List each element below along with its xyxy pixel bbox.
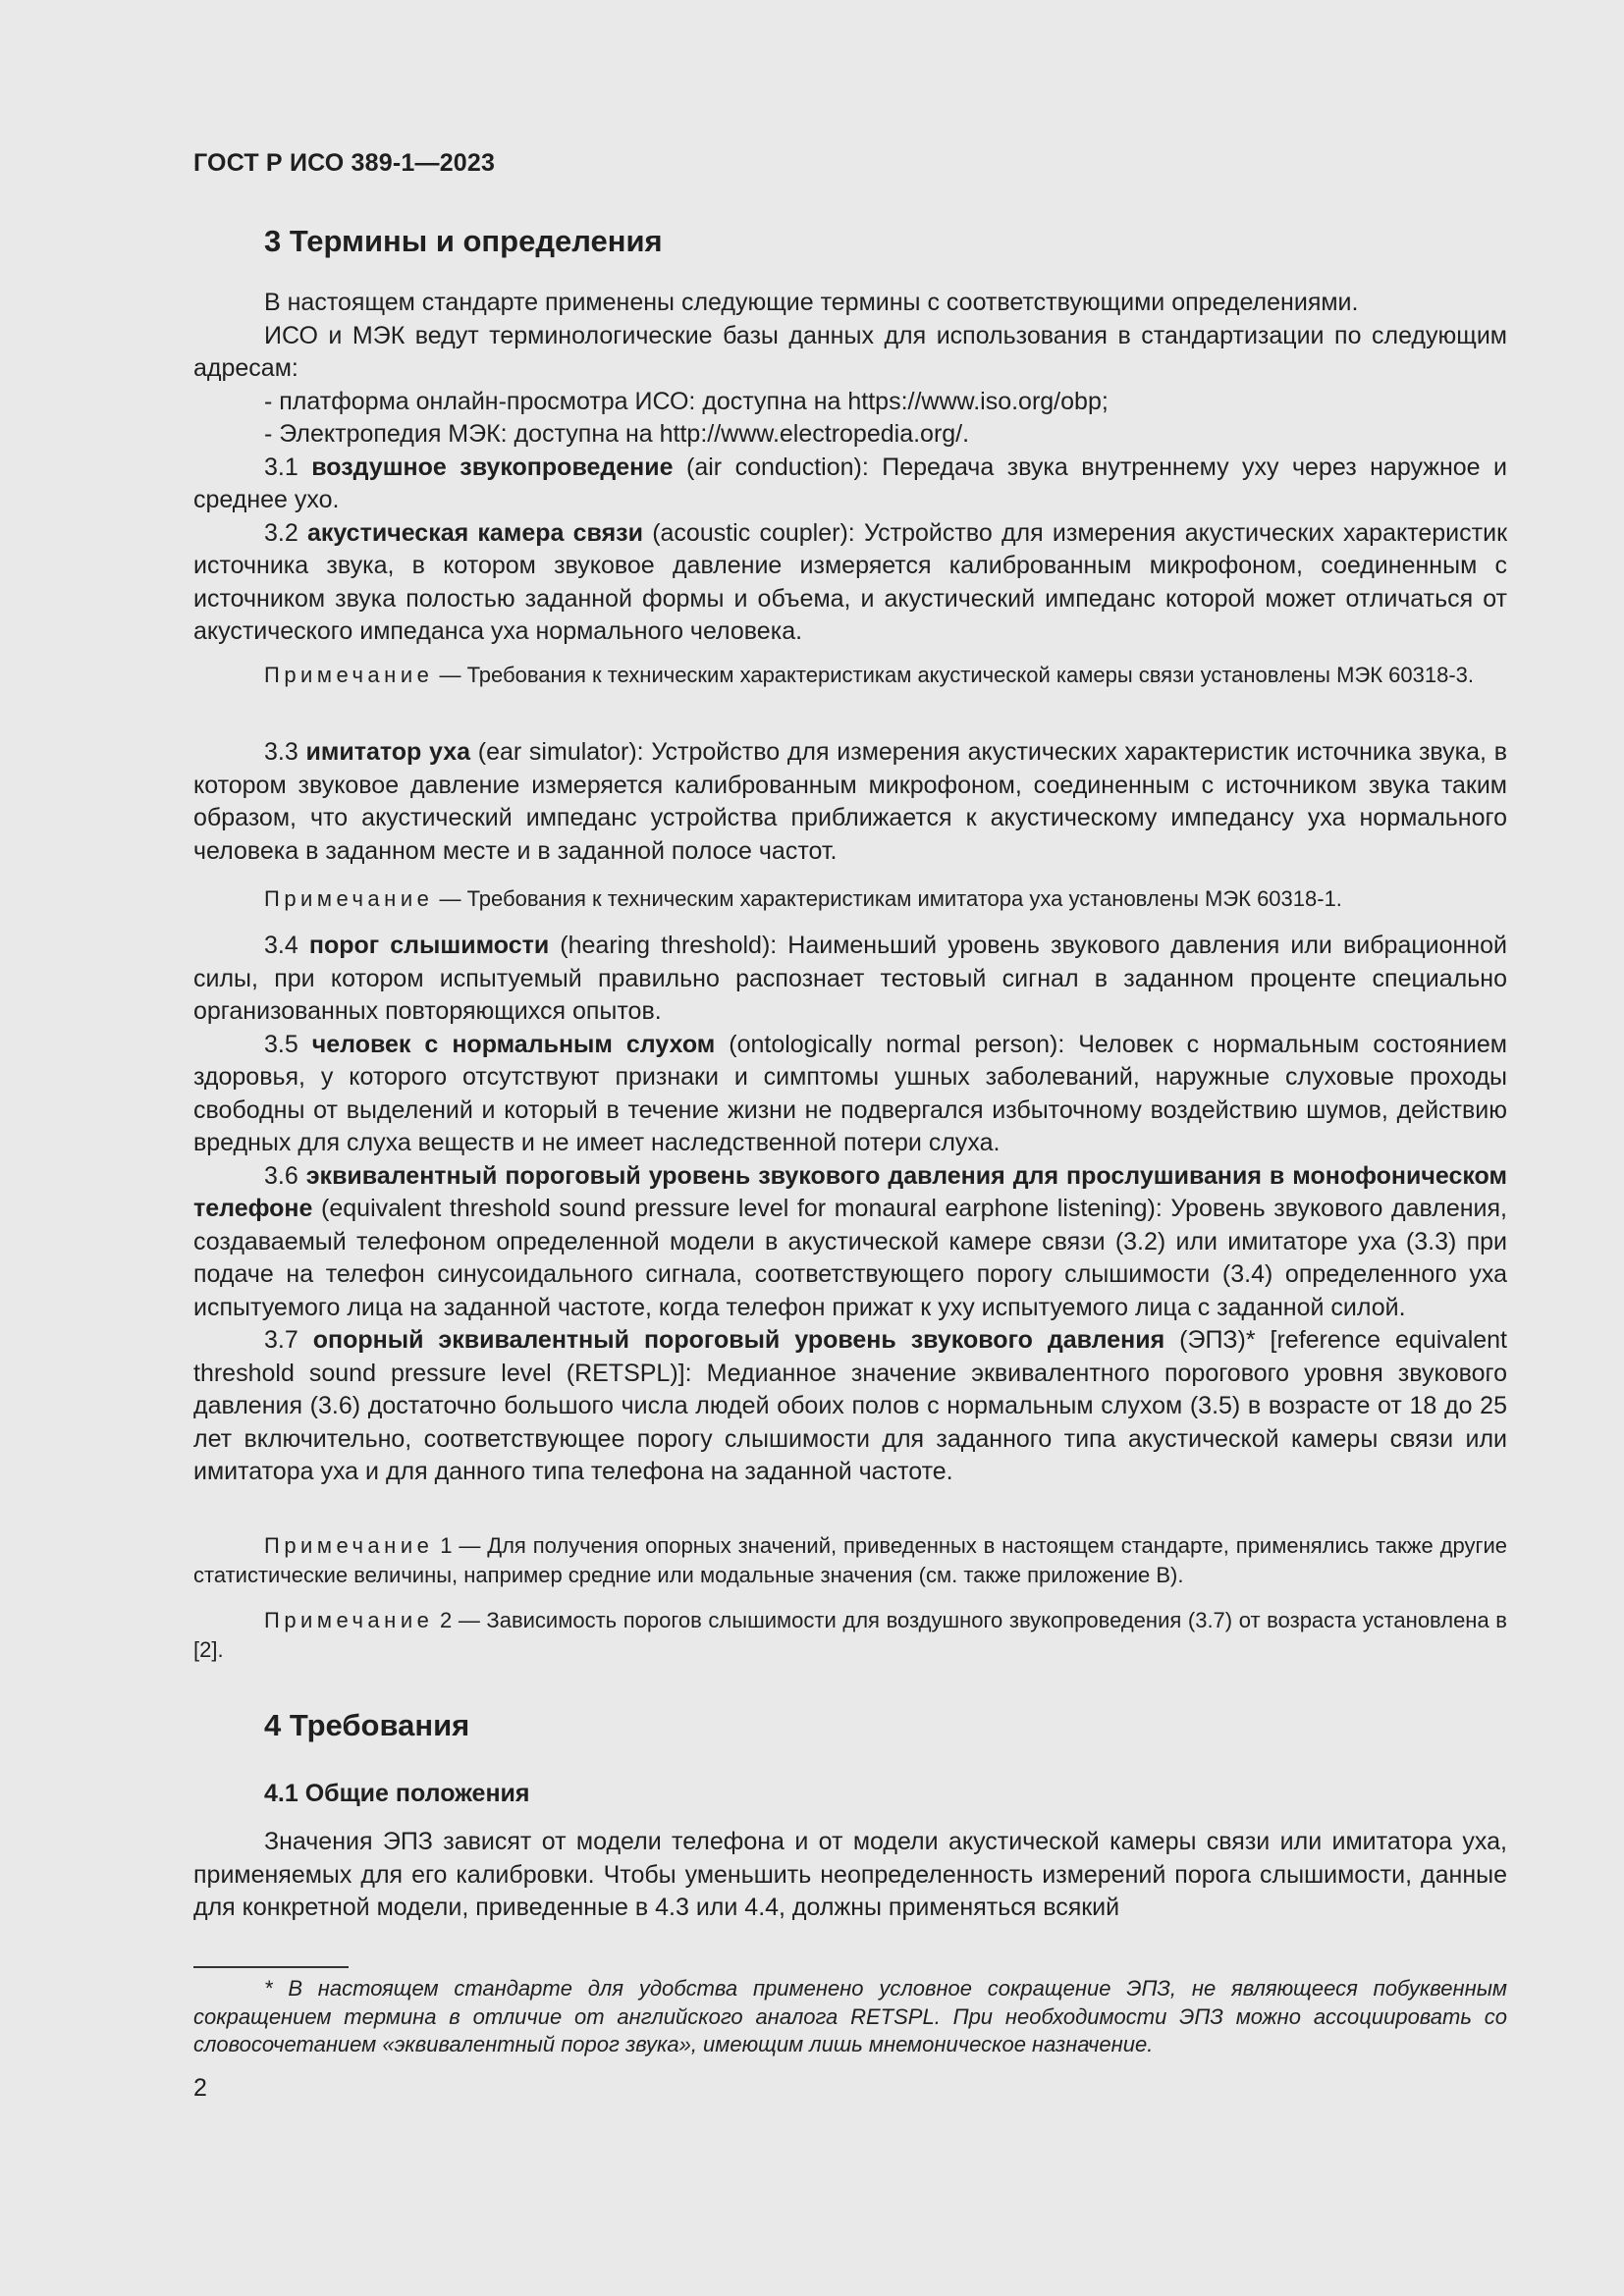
list-item-electropedia: - Электропедия МЭК: доступна на http://www.electropedia.org/. bbox=[264, 420, 970, 448]
term-3-2-name: акустическая камера связи bbox=[306, 518, 643, 547]
page-number: 2 bbox=[193, 2074, 207, 2102]
subsection-4-1-title-wrap bbox=[193, 1780, 1507, 1808]
note-label: Примечание bbox=[264, 663, 434, 687]
note-3-7-1: Примечание 1 — Для получения опорных значений, приведенных в настоящем стандарте, применялись также другие статистические величины, например средние или модальные значения (см. также приложение В). bbox=[193, 1533, 1507, 1587]
term-3-7-name: опорный эквивалентный пороговый уровень звукового давления bbox=[312, 1326, 1165, 1354]
section-3-intro bbox=[193, 287, 1507, 649]
subsection-4-1-title: 4.1 Общие положения bbox=[264, 1780, 530, 1807]
term-3-5-name: человек с нормальным слухом bbox=[311, 1030, 716, 1058]
section-4-title-wrap bbox=[193, 1708, 1507, 1743]
section-4-1-body bbox=[193, 1826, 1507, 1925]
section-3-title: 3 Термины и определения bbox=[264, 224, 663, 258]
footnote-divider bbox=[193, 1966, 349, 1968]
term-3-4: 3.4 порог слышимости (hearing threshold): Наименьший уровень звукового давления или вибрационной силы, при котором испытуемый правильно распознает тестовый сигнал в заданном проценте специально организованных повторяющихся опытов. bbox=[193, 932, 1508, 1025]
term-3-1-name: воздушное звукопроведение bbox=[311, 453, 674, 481]
note-3-2: Примечание — Требования к техническим характеристикам акустической камеры связи установлены МЭК 60318-3. bbox=[264, 663, 1475, 687]
term-3-7: 3.7 опорный эквивалентный пороговый уровень звукового давления (ЭПЗ)* [reference equivalent threshold sound pressure level (RETSPL)]: Медианное значение эквивалентного порогового уровня звукового давления (3.6) достаточно большого числа людей обоих полов с нормальным слухом (3.5) в возрасте от 18 до 25 лет включительно, соответствующее порогу слышимости для заданного типа акустической камеры связи или имитатора уха и для данного типа телефона на заданной частоте. bbox=[193, 1326, 1508, 1485]
section-3-title-wrap bbox=[193, 224, 1507, 259]
note-label: Примечание bbox=[264, 1608, 434, 1632]
note-label: Примечание bbox=[264, 1533, 434, 1558]
terms-3-4-to-3-7 bbox=[193, 930, 1507, 1489]
note-label: Примечание bbox=[264, 886, 434, 911]
note-3-7-2: Примечание 2 — Зависимость порогов слышимости для воздушного звукопроведения (3.7) от возраста установлена в [2]. bbox=[193, 1608, 1507, 1662]
term-3-3-block bbox=[193, 736, 1507, 868]
list-item-iso-obp: - платформа онлайн-просмотра ИСО: доступна на https://www.iso.org/obp; bbox=[264, 387, 1109, 415]
footnote-text: * В настоящем стандарте для удобства применено условное сокращение ЭПЗ, не являющееся побуквенным сокращением термина в отличие от английского аналога RETSPL. При необходимости ЭПЗ можно ассоциировать со словосочетанием «эквивалентный порог звука», имеющим лишь мнемоническое назначение. bbox=[193, 1976, 1507, 2056]
section-4-title: 4 Требования bbox=[264, 1708, 470, 1742]
term-3-6: 3.6 эквивалентный пороговый уровень звукового давления для прослушивания в монофоническом телефоне (equivalent threshold sound pressure level for monaural earphone listening): Уровень звукового давления, создаваемый телефоном определенной модели в акустической камере связи (3.2) или имитаторе уха (3.3) при подаче на телефон синусоидального сигнала, соответствующего порогу слышимости (3.4) определенного уха испытуемого лица на заданной частоте, когда телефон прижат к уху испытуемого лица с заданной силой. bbox=[193, 1161, 1507, 1321]
term-3-2: 3.2 акустическая камера связи (acoustic coupler): Устройство для измерения акустических характеристик источника звука, в котором звуковое давление измеряется калиброванным микрофоном, соединенным с источником звука полостью заданной формы и объема, и акустический импеданс которой может отличаться от акустического импеданса уха нормального человека. bbox=[193, 518, 1508, 645]
footnote bbox=[193, 1975, 1507, 2059]
term-3-3-name: имитатор уха bbox=[305, 738, 471, 766]
intro-paragraph: ИСО и МЭК ведут терминологические базы данных для использования в стандартизации по следующим адресам: bbox=[193, 321, 1507, 382]
term-3-3: 3.3 имитатор уха (ear simulator): Устройство для измерения акустических характеристик источника звука, в котором звуковое давление измеряется калиброванным микрофоном, соединенным с источником звука таким образом, что акустический импеданс устройства приближается к акустическому импедансу уха нормального человека в заданном месте и в заданной полосе частот. bbox=[193, 738, 1507, 865]
document-header: ГОСТ Р ИСО 389-1—2023 bbox=[193, 149, 496, 177]
term-3-4-name: порог слышимости bbox=[308, 932, 550, 959]
term-3-5: 3.5 человек с нормальным слухом (ontologically normal person): Человек с нормальным состоянием здоровья, у которого отсутствуют признаки и симптомы ушных заболеваний, наружные слуховые проходы свободны от выделений и который в течение жизни не подвергался избыточному воздействию шумов, действию вредных для слуха веществ и не имеет наследственной потери слуха. bbox=[193, 1030, 1507, 1156]
section-4-1-paragraph: Значения ЭПЗ зависят от модели телефона и от модели акустической камеры связи или имитатора уха, применяемых для его калибровки. Чтобы уменьшить неопределенность измерений порога слышимости, данные для конкретной модели, приведенные в 4.3 или 4.4, должны применяться всякий bbox=[193, 1828, 1507, 1921]
term-3-6-name: эквивалентный пороговый уровень звукового давления для прослушивания в монофоническом телефоне bbox=[193, 1161, 1507, 1222]
term-3-1: 3.1 воздушное звукопроведение (air conduction): Передача звука внутреннему уху через наружное и среднее ухо. bbox=[193, 453, 1507, 513]
intro-paragraph: В настоящем стандарте применены следующие термины с соответствующими определениями. bbox=[264, 289, 1359, 316]
note-3-3: Примечание — Требования к техническим характеристикам имитатора уха установлены МЭК 60318-1. bbox=[264, 886, 1342, 911]
